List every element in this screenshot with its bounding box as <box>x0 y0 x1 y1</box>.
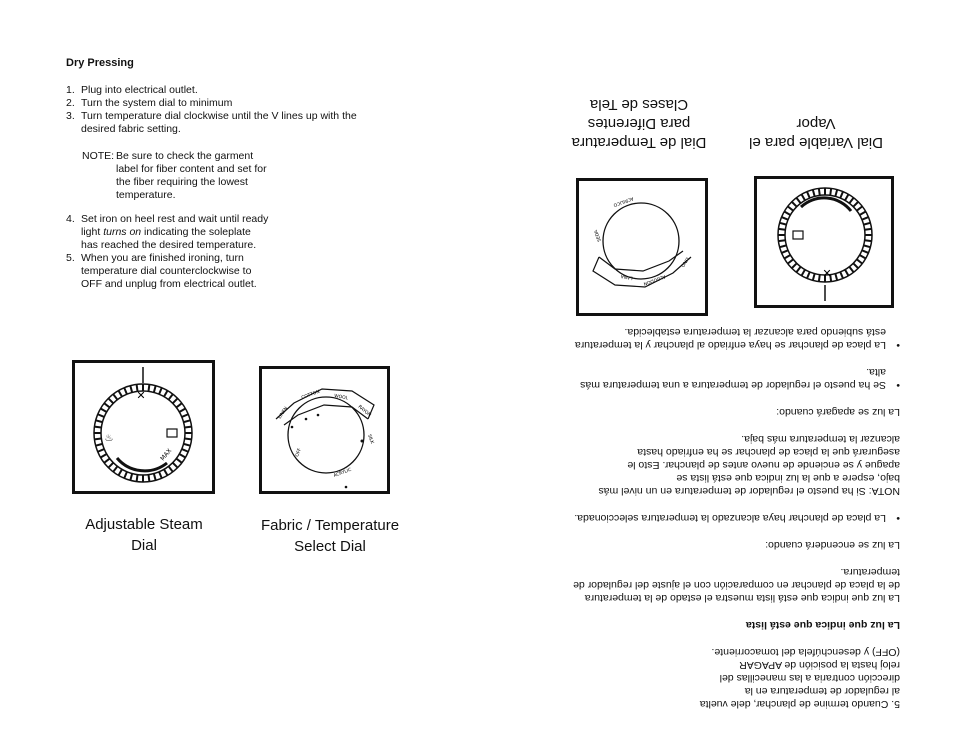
dial-tooth <box>849 267 853 273</box>
dial-tooth <box>113 466 117 472</box>
note-line: label for fiber content and set for <box>116 163 267 175</box>
dial-tooth <box>148 475 149 482</box>
spanish-line: La luz se apagará cuando: <box>776 406 900 418</box>
dial-tooth <box>164 469 168 475</box>
dial-tooth <box>865 229 872 230</box>
dial-tooth <box>792 263 797 268</box>
dial-tooth <box>860 255 866 259</box>
dial-tooth <box>796 198 800 204</box>
dial-tooth <box>130 386 132 393</box>
dial-tooth <box>813 190 815 197</box>
step-text: desired fabric setting. <box>81 123 181 135</box>
dial-tooth <box>98 449 104 452</box>
dial-tooth <box>788 259 794 263</box>
dial-tooth <box>807 192 810 198</box>
section-heading: Dry Pressing <box>66 57 134 69</box>
dial-tooth <box>862 250 868 253</box>
step-text: Turn temperature dial clockwise until the V lines up with the <box>81 110 357 122</box>
dial-tooth <box>101 409 107 413</box>
temp-label-linen: LINEN <box>277 406 290 421</box>
dial-tooth <box>179 454 185 458</box>
steam-caption-line-2: Dial <box>131 537 157 554</box>
spanish-temp-dial-box <box>576 178 708 316</box>
step-number: 1. <box>66 84 75 96</box>
step-text: has reached the desired temperature. <box>81 239 257 251</box>
dial-tooth <box>853 263 858 268</box>
bullet-icon: • <box>896 379 900 391</box>
dial-tooth <box>94 438 101 439</box>
dial-tooth <box>101 454 107 458</box>
dial-tooth <box>96 420 103 422</box>
dial-tooth <box>860 212 866 216</box>
spanish-steam-dial-box <box>754 176 894 308</box>
dial-tooth <box>154 474 156 481</box>
dial-tooth <box>840 272 843 278</box>
dial-tooth <box>778 240 785 241</box>
steam-caption-line-1: Adjustable Steam <box>85 516 203 533</box>
spanish-steam-caption-line-2: Vapor <box>796 115 836 132</box>
dial-tooth <box>169 466 173 472</box>
temp-caption-line-1: Fabric / Temperature <box>260 517 400 534</box>
dial-tooth <box>782 250 788 253</box>
spanish-line: reloj hasta la posición de APAGAR <box>739 659 900 671</box>
dial-tooth <box>104 459 110 463</box>
dial-tooth <box>784 212 790 216</box>
dial-tooth <box>124 388 127 394</box>
dial-tooth <box>802 194 806 200</box>
spanish-line: alta. <box>866 366 886 378</box>
dial-tooth <box>104 403 110 407</box>
dial-tooth <box>792 202 797 207</box>
spanish-temp-dial-graphic <box>579 181 705 313</box>
dial-tooth <box>835 274 837 281</box>
dial-tooth <box>813 274 815 281</box>
spanish-temp-label-seda: SEDA <box>594 228 603 243</box>
spanish-temp-label-acrilico: ACRILICO <box>612 195 635 208</box>
spanish-line: asegurará que la placa de planchar se ha enfriado hasta <box>637 446 900 458</box>
dial-tooth <box>94 427 101 428</box>
steam-dial-caption <box>64 514 224 556</box>
bullet-icon: • <box>896 339 900 351</box>
spanish-line: La luz se encenderá cuando: <box>765 539 900 551</box>
dial-tooth <box>182 414 188 417</box>
step-text: Plug into electrical outlet. <box>81 84 198 96</box>
dial-tooth <box>849 198 853 204</box>
temp-label-acrylic: ACRYLIC <box>332 467 353 479</box>
dial-tooth <box>137 475 138 482</box>
steam-off-icon: ✕ <box>136 389 146 402</box>
spanish-temp-caption-line-1: Dial de Temperatura <box>571 134 707 151</box>
spanish-line: La luz que indica que está lista <box>745 619 900 631</box>
temp-label-off: OFF <box>295 447 303 458</box>
spanish-line: alcanzar la temperatura más baja. <box>741 433 900 445</box>
dial-tooth <box>154 386 156 393</box>
dial-tooth <box>185 438 192 439</box>
spanish-line: NOTA: Si ha puesto el regulador de temperatura en un nivel más <box>598 485 900 497</box>
dial-tooth <box>845 194 849 200</box>
spanish-line: apague y se enciende de nuevo antes de planchar. Esto le <box>627 459 900 471</box>
spanish-steam-off-icon: ✕ <box>822 266 832 279</box>
dial-tooth <box>840 192 843 198</box>
steam-dial-graphic <box>75 363 212 491</box>
temp-dial-caption <box>246 515 414 557</box>
spanish-steam-dial-graphic <box>757 179 891 305</box>
dial-tooth <box>164 391 168 397</box>
dial-tooth <box>159 472 162 478</box>
dial-tooth <box>182 449 188 452</box>
spanish-line: dirección contraria a las manecillas del <box>719 672 900 684</box>
step-number: 5. <box>66 252 75 264</box>
spanish-temp-caption-line-3: Clases de Tela <box>589 96 689 113</box>
spanish-line: La placa de planchar se haya enfriado al planchar y la temperatura <box>574 339 886 351</box>
temp-label-wool: WOOL <box>333 394 349 402</box>
step-text: Set iron on heel rest and wait until ready <box>81 213 269 225</box>
steam-max-label: MAX <box>159 447 174 463</box>
dial-tooth <box>830 188 831 195</box>
note-line: temperature. <box>116 189 176 201</box>
spanish-line: (OFF) y desenchúfela del tomacorriente. <box>711 646 900 658</box>
temp-dial-graphic <box>262 369 387 491</box>
dial-tooth <box>173 463 178 468</box>
dial-tooth <box>98 414 104 417</box>
spanish-line: está subiendo para alcanzar la temperatura establecida. <box>624 326 886 338</box>
spanish-line: al regulador de temperatura en la <box>744 685 900 697</box>
spanish-temp-label-lana: LANA <box>620 272 634 280</box>
dial-tooth <box>780 245 787 247</box>
dial-tooth <box>179 409 185 413</box>
temp-dial-box <box>259 366 390 494</box>
dial-tooth <box>184 444 191 446</box>
steam-dial-box <box>72 360 215 494</box>
dial-tooth <box>862 217 868 220</box>
dial-tooth <box>130 474 132 481</box>
dial-tooth <box>184 420 191 422</box>
dial-tooth <box>796 267 800 273</box>
step-text: Turn the system dial to minimum <box>81 97 233 109</box>
spanish-temp-label-lino: LINO <box>679 255 690 268</box>
note-label: NOTE: <box>82 150 115 162</box>
note-line: Be sure to check the garment <box>116 150 254 162</box>
dial-tooth <box>169 394 173 400</box>
dial-tooth <box>845 270 849 276</box>
step-text: OFF and unplug from electrical outlet. <box>81 278 257 290</box>
spanish-line: La luz que indica que está lista muestra el estado de la temperatura <box>584 592 900 604</box>
dial-tooth <box>176 459 182 463</box>
note-line: the fiber requiring the lowest <box>116 176 248 188</box>
dial-tooth <box>802 270 806 276</box>
spanish-line: La placa de planchar haya alcanzado la temperatura seleccionada. <box>574 512 886 524</box>
dial-tooth <box>857 206 863 210</box>
spanish-line: bajo, espere a que la luz indica que está lista se <box>676 472 900 484</box>
steam-low-icon: ♨ <box>104 433 114 444</box>
spanish-temp-caption <box>554 95 724 152</box>
dial-tooth <box>159 388 162 394</box>
step-number: 4. <box>66 213 75 225</box>
dial-tooth <box>864 245 871 247</box>
dial-tooth <box>782 217 788 220</box>
spanish-temp-label-algodon: ALGODON <box>642 273 667 286</box>
dial-tooth <box>148 384 149 391</box>
dial-tooth <box>119 469 123 475</box>
temp-label-rayon: RAYON <box>356 404 372 419</box>
step-text: temperature dial counterclockwise to <box>81 265 252 277</box>
step-number: 2. <box>66 97 75 109</box>
dial-tooth <box>864 223 871 225</box>
dial-tooth <box>185 427 192 428</box>
spanish-half <box>560 40 920 720</box>
dial-tooth <box>113 394 117 400</box>
spanish-line: Se ha puesto el regulador de temperatura a una temperatura más <box>580 379 886 391</box>
dial-tooth <box>819 275 820 282</box>
step-text: When you are finished ironing, turn <box>81 252 244 264</box>
spanish-steam-caption <box>726 114 906 152</box>
step-number: 3. <box>66 110 75 122</box>
dial-tooth <box>176 403 182 407</box>
step-text: light turns on indicating the soleplate <box>81 226 251 238</box>
spanish-line: 5. Cuando termine de planchar, dele vuelta <box>699 698 900 710</box>
dial-tooth <box>119 391 123 397</box>
dial-tooth <box>96 444 103 446</box>
dial-tooth <box>857 259 863 263</box>
dial-tooth <box>835 190 837 197</box>
dial-tooth <box>865 240 872 241</box>
spanish-line: temperatura. <box>840 566 900 578</box>
dial-tooth <box>173 398 178 403</box>
temp-label-cotton: COTTON <box>300 389 321 401</box>
dial-tooth <box>778 229 785 230</box>
spanish-steam-caption-line-1: Dial Variable para el <box>749 134 883 151</box>
dial-tooth <box>819 188 820 195</box>
dial-tooth <box>780 223 787 225</box>
dial-tooth <box>784 255 790 259</box>
spanish-temp-caption-line-2: para Diferentes <box>587 115 691 132</box>
temp-label-silk: SILK <box>366 433 375 445</box>
dial-tooth <box>807 272 810 278</box>
dial-tooth <box>124 472 127 478</box>
dial-tooth <box>108 463 113 468</box>
spanish-line: de la placa de planchar en comparación con el ajuste del regulador de <box>573 579 900 591</box>
dial-tooth <box>788 206 794 210</box>
dial-tooth <box>108 398 113 403</box>
dial-tooth <box>853 202 858 207</box>
bullet-icon: • <box>896 512 900 524</box>
temp-caption-line-2: Select Dial <box>294 538 366 555</box>
